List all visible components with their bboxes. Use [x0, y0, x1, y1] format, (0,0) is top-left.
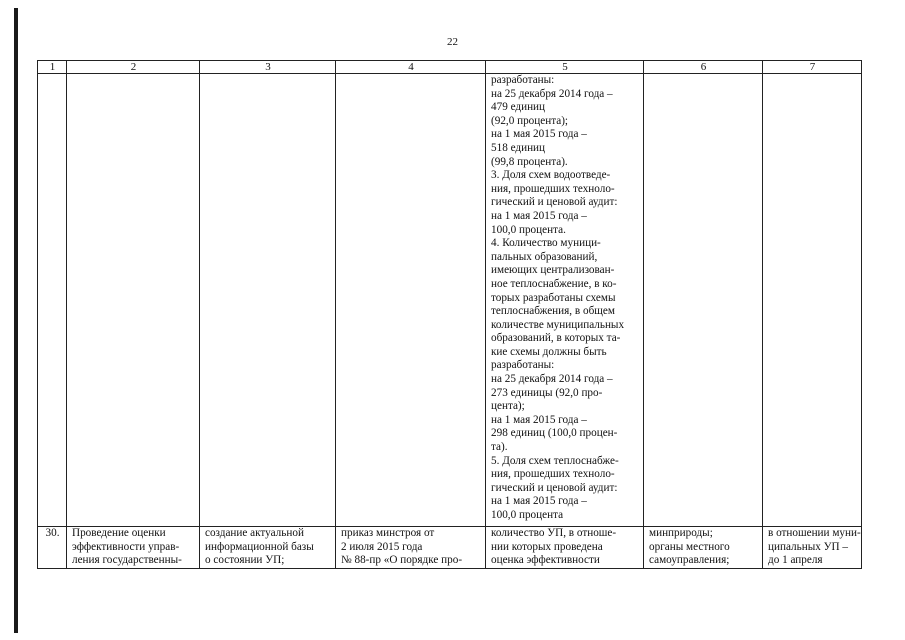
text-line: имеющих централизован- — [491, 264, 615, 277]
text-line: 2 июля 2015 года — [341, 540, 423, 553]
regulation-cell — [336, 527, 486, 569]
measure-name-cell — [67, 527, 200, 569]
indicator-cell — [486, 527, 644, 569]
text-line: пальных образований, — [491, 250, 598, 263]
text-line: торых разработаны схемы — [491, 291, 616, 304]
text-line: до 1 апреля — [768, 554, 823, 567]
text-line: количестве муниципальных — [491, 318, 625, 331]
text-line: разработаны: — [491, 74, 555, 86]
text-line: разработаны: — [491, 359, 555, 372]
text-line: ное теплоснабжение, в ко- — [491, 277, 617, 290]
text-line: 479 единиц — [491, 101, 546, 114]
text-line: № 88-пр «О порядке про- — [341, 554, 463, 567]
page-number: 22 — [447, 36, 458, 48]
text-line: эффективности управ- — [72, 540, 180, 553]
column-number-1: 1 — [38, 61, 67, 74]
text-line: 100,0 процента — [491, 509, 564, 521]
text-line: теплоснабжения, в общем — [491, 305, 615, 318]
continuation-cell-1 — [38, 74, 67, 527]
column-number-row — [38, 61, 862, 74]
text-line: Проведение оценки — [72, 527, 166, 539]
text-line: гический и ценовой аудит: — [491, 481, 618, 494]
continuation-row — [38, 74, 862, 527]
text-line: образований, в которых та- — [491, 332, 621, 345]
column-number-6: 6 — [644, 61, 763, 74]
text-line: органы местного — [649, 540, 730, 553]
text-line: на 1 мая 2015 года – — [491, 209, 587, 222]
deadline-cell — [763, 527, 862, 569]
text-line: 518 единиц — [491, 141, 546, 154]
table-row-30 — [38, 527, 862, 569]
row-number: 30. — [38, 527, 67, 569]
document-table — [37, 60, 862, 569]
text-line: та). — [491, 441, 508, 454]
text-line: нии которых проведена — [491, 540, 603, 553]
column-number-7: 7 — [763, 61, 862, 74]
text-line: информационной базы — [205, 540, 314, 553]
result-cell — [200, 527, 336, 569]
text-line: приказ минстроя от — [341, 527, 435, 539]
text-line: о состоянии УП; — [205, 554, 285, 567]
column-number-4: 4 — [336, 61, 486, 74]
text-line: ления государственны- — [72, 554, 182, 567]
continuation-cell-4 — [336, 74, 486, 527]
continuation-cell-7 — [763, 74, 862, 527]
continuation-cell-6 — [644, 74, 763, 527]
column-number-2: 2 — [67, 61, 200, 74]
text-line: минприроды; — [649, 527, 713, 539]
text-line: 4. Количество муници- — [491, 237, 601, 250]
text-line: гический и ценовой аудит: — [491, 196, 618, 209]
text-line: на 1 мая 2015 года – — [491, 128, 587, 141]
text-line: на 1 мая 2015 года – — [491, 413, 587, 426]
text-line: количество УП, в отноше- — [491, 527, 617, 539]
text-line: (92,0 процента); — [491, 114, 569, 127]
text-line: создание актуальной — [205, 527, 304, 539]
text-line: в отношении муни- — [768, 527, 861, 539]
text-line: ципальных УП – — [768, 540, 848, 553]
column-number-3: 3 — [200, 61, 336, 74]
continuation-cell-2 — [67, 74, 200, 527]
text-line: 273 единицы (92,0 про- — [491, 386, 603, 399]
indicator-text-cell — [486, 74, 644, 527]
binding-edge-bar — [14, 8, 18, 633]
text-line: цента); — [491, 400, 525, 413]
text-line: 3. Доля схем водоотведе- — [491, 169, 611, 182]
continuation-cell-3 — [200, 74, 336, 527]
text-line: оценка эффективности — [491, 554, 600, 567]
text-line: (99,8 процента). — [491, 155, 568, 168]
text-line: на 1 мая 2015 года – — [491, 495, 587, 508]
text-line: на 25 декабря 2014 года – — [491, 373, 613, 386]
text-line: 5. Доля схем теплоснабже- — [491, 454, 619, 467]
text-line: на 25 декабря 2014 года – — [491, 87, 613, 100]
text-line: самоуправления; — [649, 554, 730, 567]
text-line: ния, прошедших техноло- — [491, 468, 615, 481]
responsible-cell — [644, 527, 763, 569]
text-line: ния, прошедших техноло- — [491, 182, 615, 195]
text-line: 298 единиц (100,0 процен- — [491, 427, 618, 440]
text-line: кие схемы должны быть — [491, 345, 607, 358]
text-line: 100,0 процента. — [491, 223, 566, 236]
column-number-5: 5 — [486, 61, 644, 74]
